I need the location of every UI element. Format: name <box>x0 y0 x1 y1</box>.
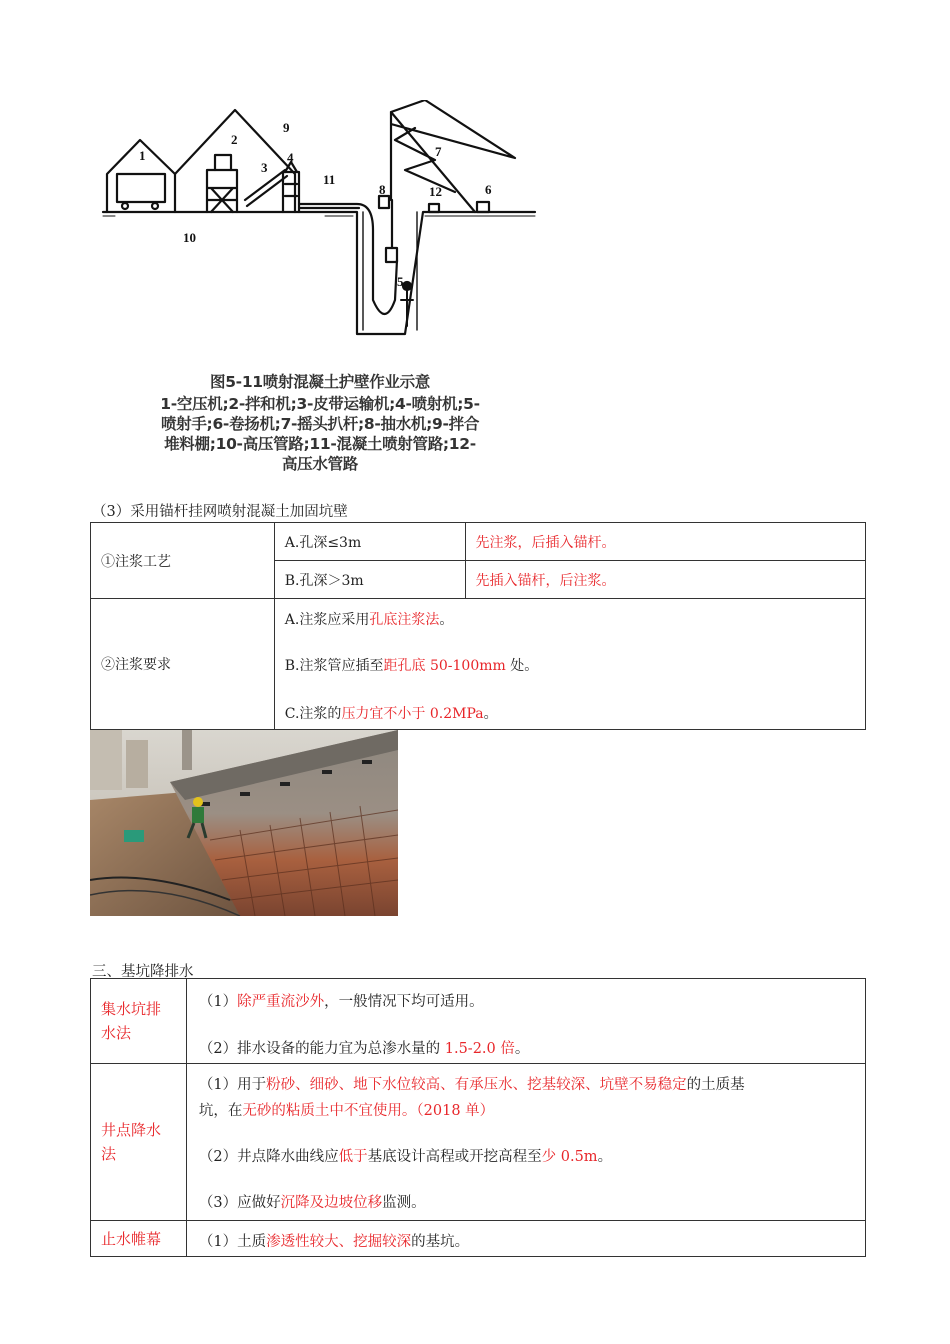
condition-depth-le-3m: A.孔深≤3m <box>274 523 465 561</box>
figure-caption-line: 1-空压机;2-拌和机;3-皮带运输机;4-喷射机;5- <box>160 395 480 413</box>
grouting-requirements-label: ②注浆要求 <box>91 599 275 730</box>
wellpoint-point-2: （2）井点降水曲线应低于基底设计高程或开挖高程至少 0.5m。 <box>198 1149 613 1165</box>
figure-caption-line: 堆料棚;10-高压管路;11-混凝土喷射管路;12- <box>164 435 476 453</box>
sump-point-2: （2）排水设备的能力宜为总渗水量的 1.5-2.0 倍。 <box>198 1041 530 1057</box>
fig-label-8: 8 <box>379 182 386 197</box>
grouting-process-label: ①注浆工艺 <box>91 523 275 599</box>
fig-label-2: 2 <box>231 132 238 147</box>
fig-label-4: 4 <box>287 150 294 165</box>
method-grout-first: 先注浆，后插入锚杆。 <box>465 523 865 561</box>
fig-label-7: 7 <box>435 144 442 159</box>
cutoff-curtain-label: 止水帷幕 <box>91 1221 187 1257</box>
figure-caption-line: 高压水管路 <box>281 455 358 473</box>
dewatering-heading: 三、基坑降排水 <box>92 964 194 980</box>
sump-drainage-content <box>186 979 865 1064</box>
fig-label-10: 10 <box>183 230 196 245</box>
fig-label-6: 6 <box>485 182 492 197</box>
fig-label-3: 3 <box>261 160 268 175</box>
fig-label-9: 9 <box>283 120 290 135</box>
fig-label-1: 1 <box>139 148 146 163</box>
method-anchor-first: 先插入锚杆，后注浆。 <box>465 561 865 599</box>
wellpoint-point-1: （1）用于粉砂、细砂、地下水位较高、有承压水、挖基较深、坑壁不易稳定的土质基 <box>198 1077 745 1093</box>
anchor-shotcrete-photo <box>90 730 398 916</box>
sump-drainage-label: 集水坑排 水法 <box>91 979 187 1064</box>
wellpoint-point-3: （3）应做好沉降及边坡位移监测。 <box>198 1195 426 1211</box>
condition-depth-gt-3m: B.孔深＞3m <box>274 561 465 599</box>
figure-caption-title: 图5-11喷射混凝土护壁作业示意 <box>210 373 430 391</box>
wellpoint-content <box>186 1064 865 1221</box>
cutoff-curtain-content <box>186 1221 865 1257</box>
dewatering-table <box>90 978 866 1257</box>
fig-label-11: 11 <box>323 172 336 187</box>
wellpoint-point-1-cont: 坑，在无砂的粘质土中不宜使用。（2018 单） <box>198 1103 495 1119</box>
requirement-c: C.注浆的压力宜不小于 0.2MPa。 <box>284 706 498 722</box>
figure-shotcrete-diagram <box>95 100 545 485</box>
fig-label-5: 5 <box>397 274 404 289</box>
cutoff-point-1: （1）土质渗透性较大、挖掘较深的基坑。 <box>198 1234 470 1250</box>
section3-heading: （3）采用锚杆挂网喷射混凝土加固坑壁 <box>92 504 348 520</box>
figure-caption-line: 喷射手;6-卷扬机;7-摇头扒杆;8-抽水机;9-拌合 <box>160 415 480 433</box>
grouting-requirements-content <box>274 599 865 730</box>
shotcrete-diagram-drawing <box>95 100 545 360</box>
requirement-a: A.注浆应采用孔底注浆法。 <box>284 612 454 628</box>
fig-label-12: 12 <box>429 184 442 199</box>
requirement-b: B.注浆管应插至距孔底 50-100mm 处。 <box>284 658 539 674</box>
grouting-table <box>90 522 866 730</box>
sump-point-1: （1）除严重流沙外，一般情况下均可适用。 <box>198 994 484 1010</box>
wellpoint-label: 井点降水 法 <box>91 1064 187 1221</box>
